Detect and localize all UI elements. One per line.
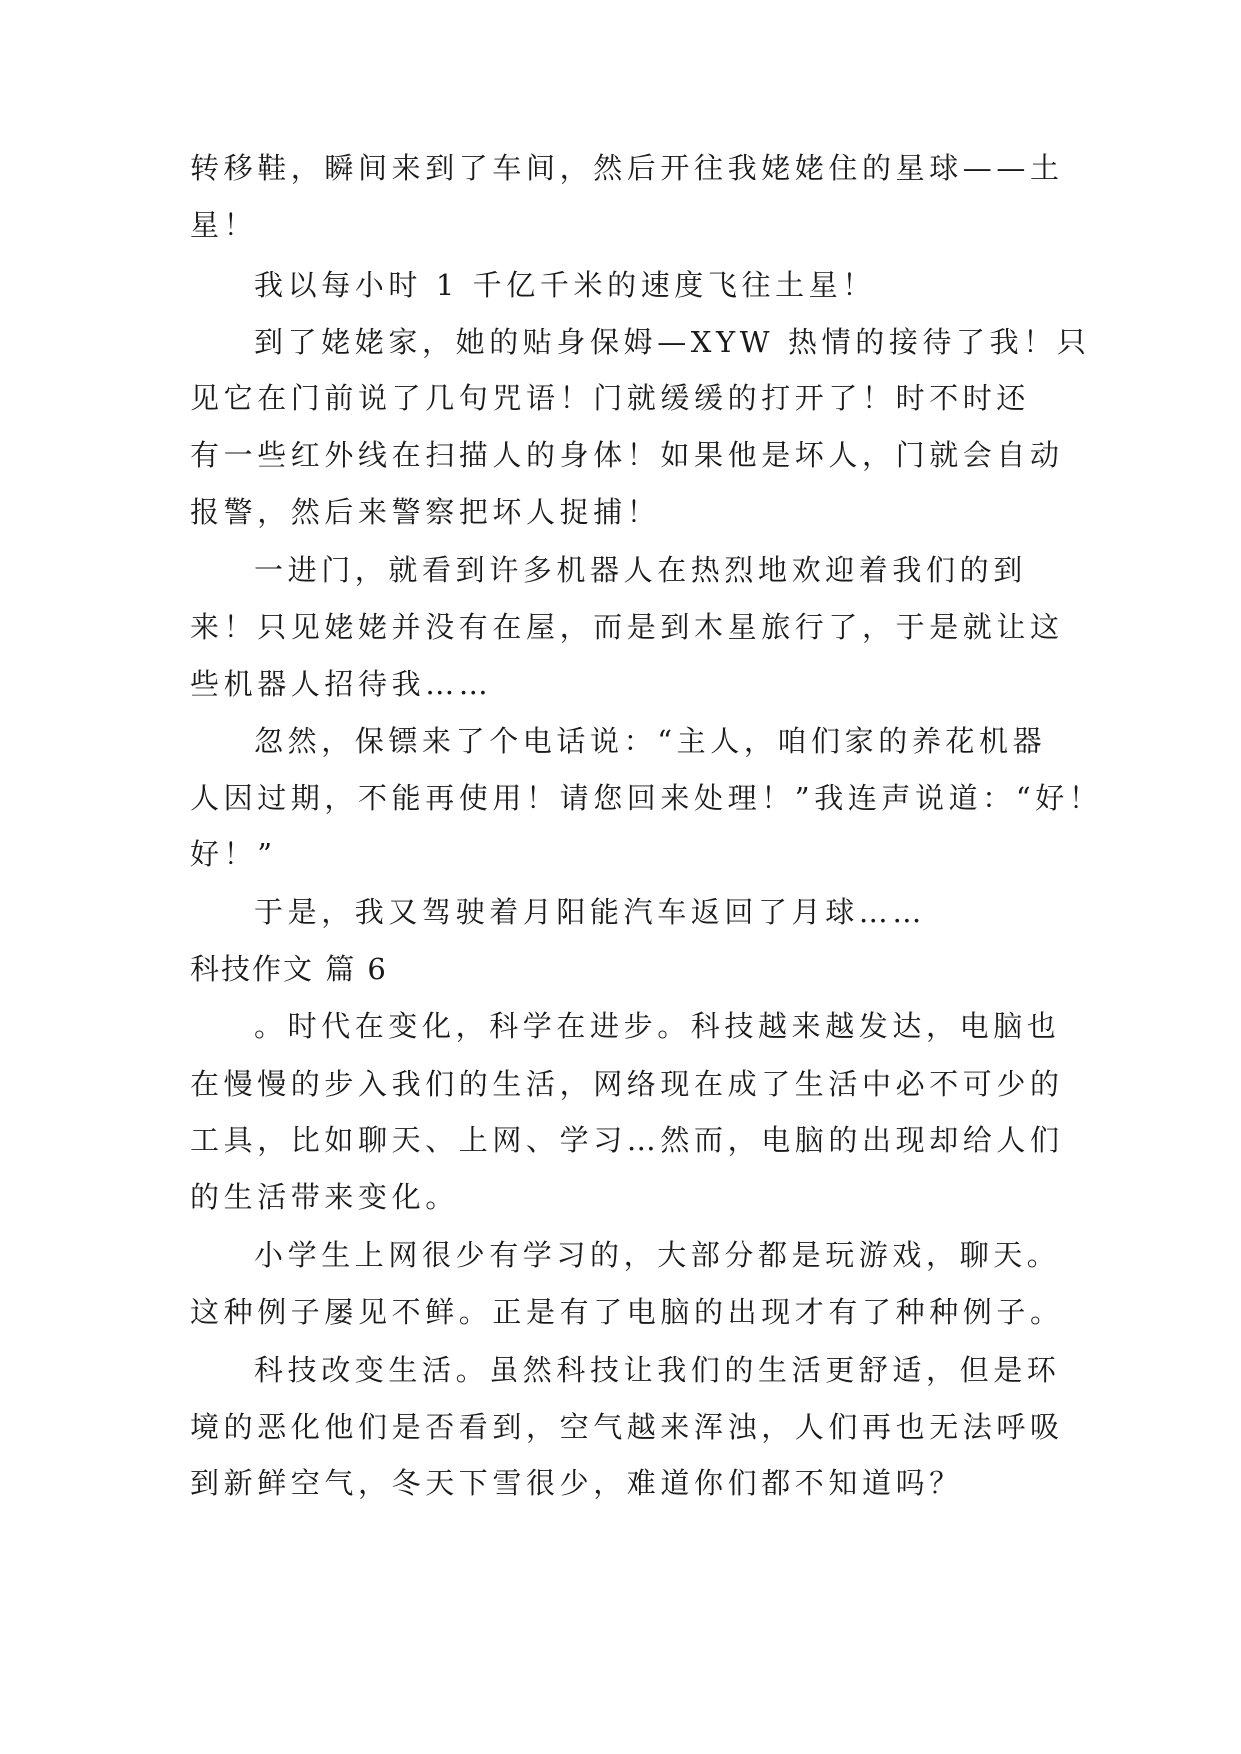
text-line: 来！只见姥姥并没有在屋，而是到木星旅行了，于是就让这 (190, 610, 1064, 644)
text-line: 人因过期，不能再使用！请您回来处理！”我连声说道：“好！ (190, 781, 1103, 815)
section-heading: 科技作文 篇 6 (190, 952, 388, 986)
text-line: 一进门，就看到许多机器人在热烈地欢迎着我们的到 (254, 553, 1027, 587)
text-line: 小学生上网很少有学习的，大部分都是玩游戏，聊天。 (254, 1238, 1061, 1272)
text-line: 我以每小时 1 千亿千米的速度飞往土星！ (254, 268, 876, 302)
text-line: 到新鲜空气，冬天下雪很少，难道你们都不知道吗？ (190, 1466, 963, 1500)
text-line: 到了姥姥家，她的贴身保姆—XYW 热情的接待了我！只 (254, 325, 1091, 359)
text-line: 转移鞋，瞬间来到了车间，然后开往我姥姥住的星球——土 (190, 151, 1064, 185)
text-line: 有一些红外线在扫描人的身体！如果他是坏人，门就会自动 (190, 438, 1064, 472)
text-line: 报警，然后来警察把坏人捉捕！ (190, 495, 661, 529)
text-line: 这种例子屡见不鲜。正是有了电脑的出现才有了种种例子。 (190, 1295, 1064, 1329)
text-line: 工具，比如聊天、上网、学习…然而，电脑的出现却给人们 (190, 1123, 1064, 1157)
text-line: 于是，我又驾驶着月阳能汽车返回了月球…… (254, 895, 927, 929)
text-line: 好！” (190, 837, 277, 871)
text-line: 科技改变生活。虽然科技让我们的生活更舒适，但是环 (254, 1353, 1061, 1387)
text-line: 在慢慢的步入我们的生活，网络现在成了生活中必不可少的 (190, 1067, 1064, 1101)
text-line: 些机器人招待我…… (190, 667, 493, 701)
text-line: 见它在门前说了几句咒语！门就缓缓的打开了！时不时还 (190, 381, 1031, 415)
text-line: 。时代在变化，科学在进步。科技越来越发达，电脑也 (254, 1009, 1061, 1043)
text-line: 忽然，保镖来了个电话说：“主人，咱们家的养花机器 (254, 724, 1047, 758)
text-line: 星！ (190, 208, 258, 242)
text-line: 境的恶化他们是否看到，空气越来浑浊，人们再也无法呼吸 (190, 1410, 1064, 1444)
text-line: 的生活带来变化。 (190, 1180, 459, 1214)
